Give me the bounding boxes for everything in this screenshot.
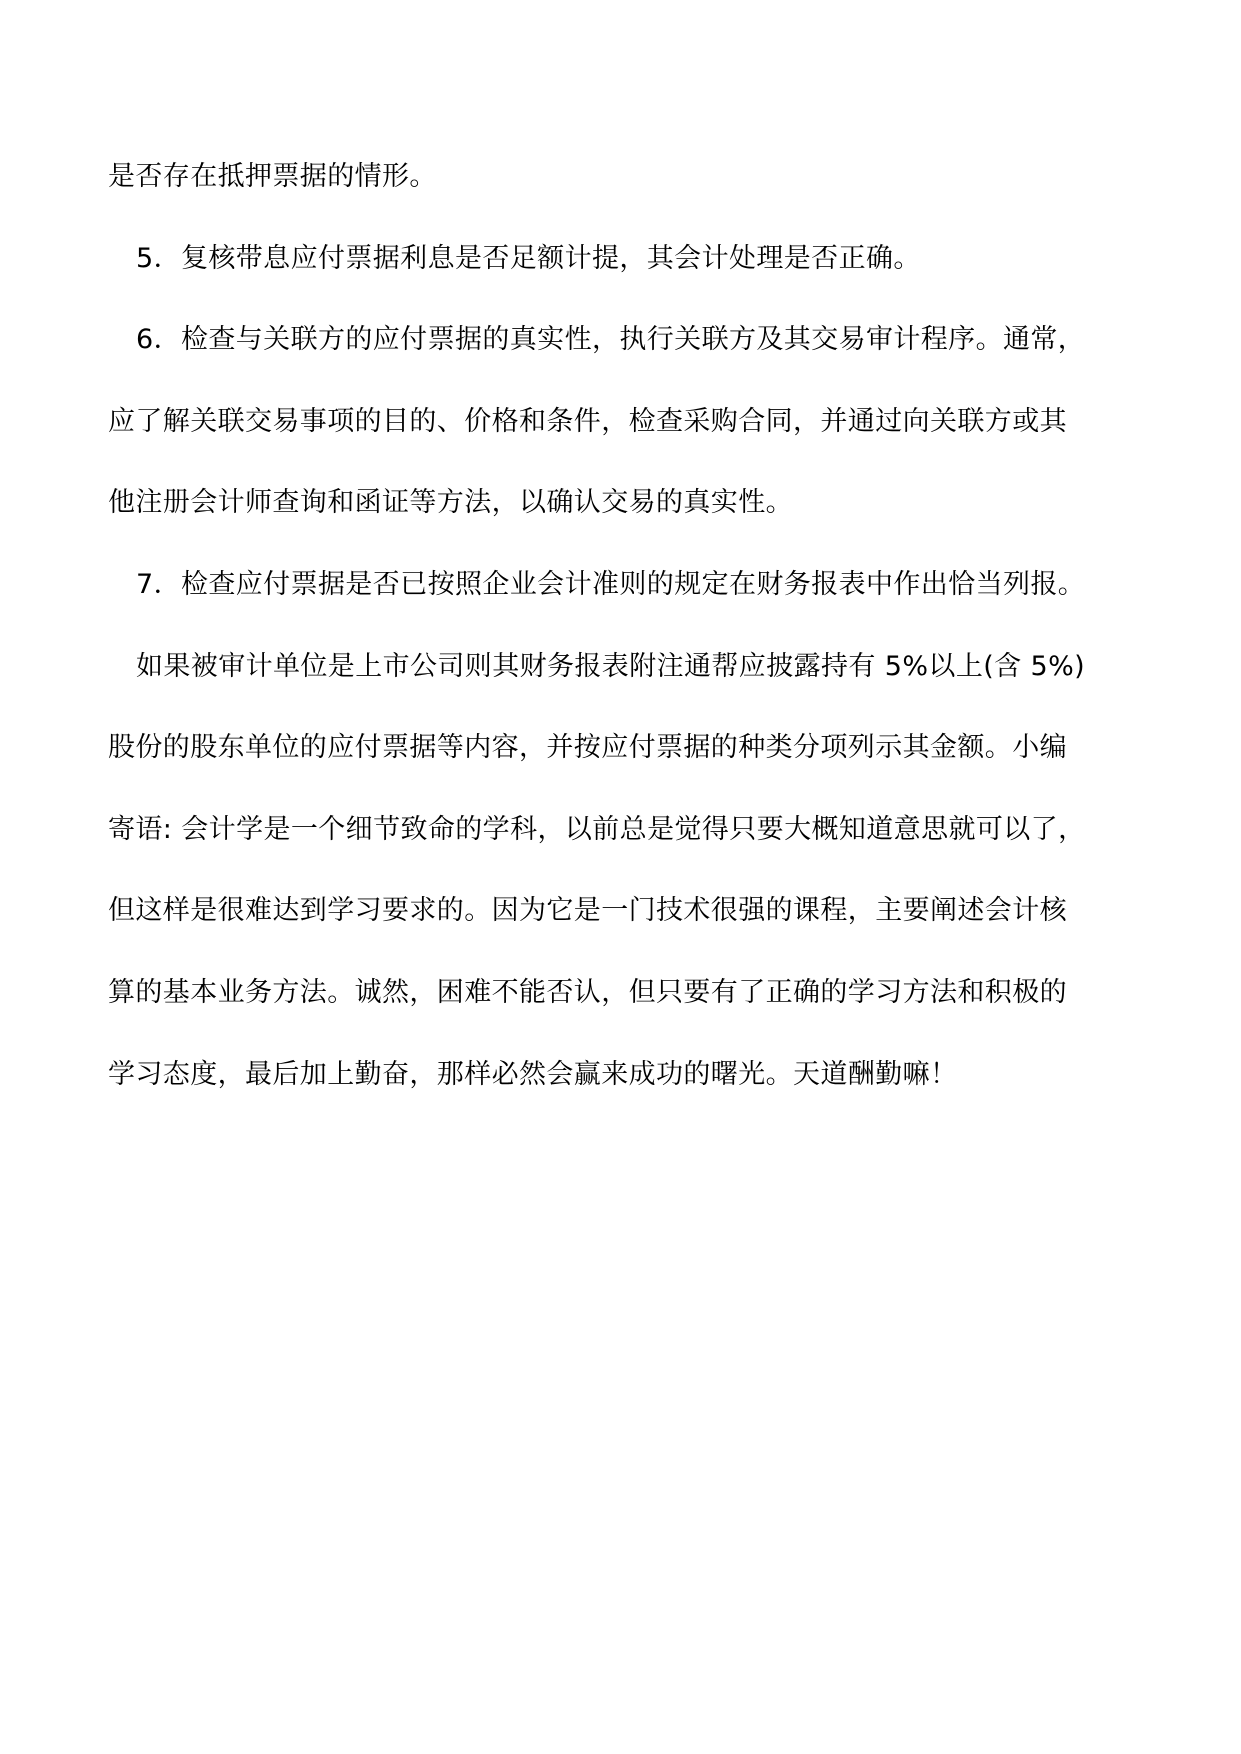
text-line-5: 他注册会计师查询和函证等方法，以确认交易的真实性。	[108, 487, 793, 519]
text-line-1: 是否存在抵押票据的情形。	[108, 161, 437, 192]
text-line-4: 应了解关联交易事项的目的、价格和条件，检查采购合同，并通过向关联方或其	[108, 405, 1067, 437]
document-body	[108, 162, 1148, 1141]
text-line-12: 学习态度，最后加上勤奋，那样必然会赢来成功的曙光。天道酬勤嘛！	[108, 1058, 958, 1090]
text-line-2: 5．复核带息应付票据利息是否足额计提，其会计处理是否正确。	[136, 242, 921, 274]
text-line-6: 7．检查应付票据是否已按照企业会计准则的规定在财务报表中作出恰当列报。	[136, 568, 1086, 600]
text-line-10: 但这样是很难达到学习要求的。因为它是一门技术很强的课程，主要阐述会计核	[108, 895, 1067, 927]
text-line-8: 股份的股东单位的应付票据等内容，并按应付票据的种类分项列示其金额。小编	[108, 732, 1067, 764]
text-line-11: 算的基本业务方法。诚然，困难不能否认，但只要有了正确的学习方法和积极的	[108, 976, 1067, 1008]
text-line-7: 如果被审计单位是上市公司则其财务报表附注通帮应披露持有 5%以上(含 5%)	[136, 650, 1086, 682]
text-line-3: 6．检查与关联方的应付票据的真实性，执行关联方及其交易审计程序。通常，	[136, 324, 1086, 356]
text-line-9: 寄语: 会计学是一个细节致命的学科，以前总是觉得只要大概知道意思就可以了，	[108, 813, 1086, 845]
